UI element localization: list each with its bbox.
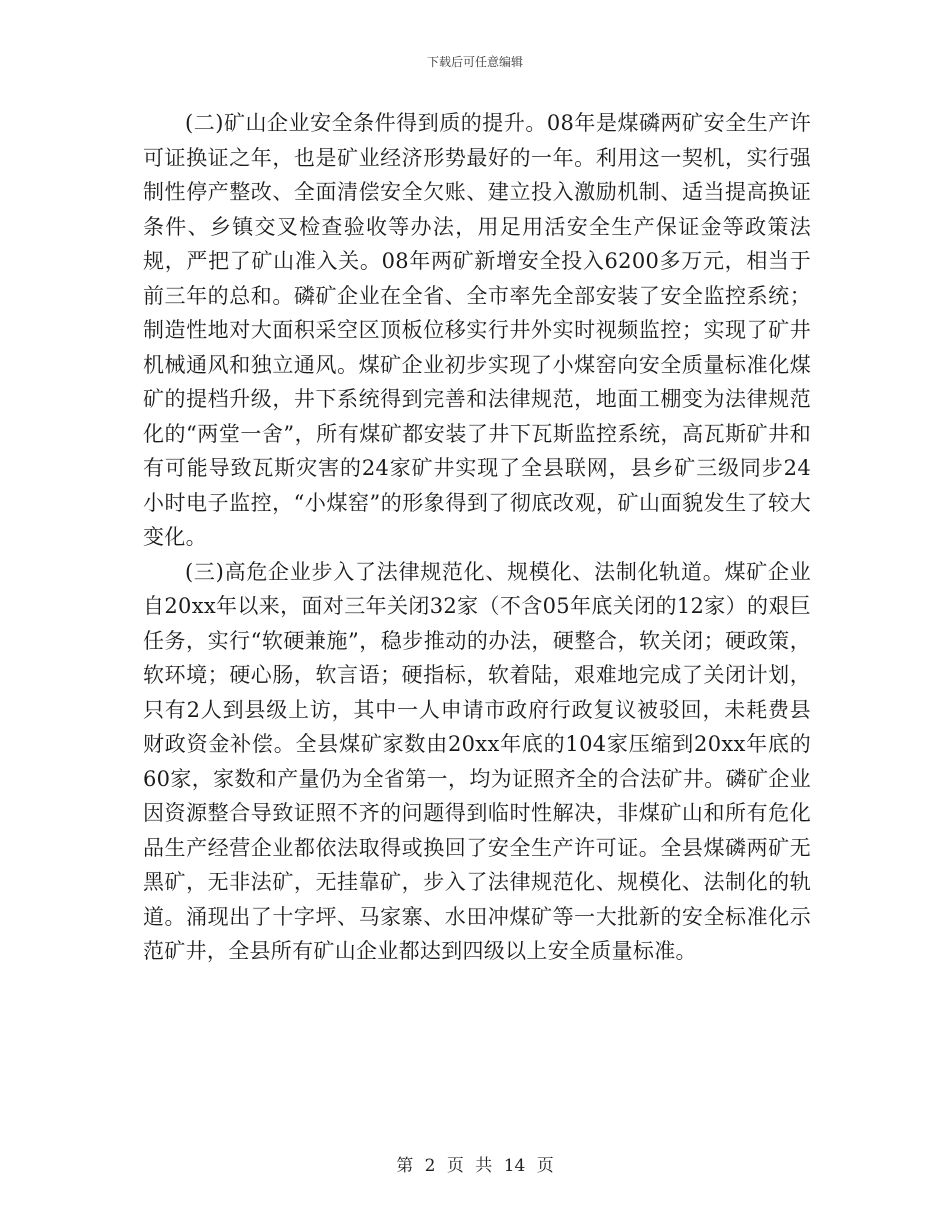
- paragraph-high-risk-enterprises: (三)高危企业步入了法律规范化、规模化、法制化轨道。煤矿企业自20xx年以来，面对三年关闭32家（不含05年底关闭的12家）的艰巨任务，实行“软硬兼施”，稳步推动的办法，硬整合，软关闭；硬政策，软环境；硬心肠，软言语；硬指标，软着陆，艰难地完成了关闭计划，只有2人到县级上访，其中一人申请市政府行政复议被驳回，未耗费县财政资金补偿。全县煤矿家数由20xx年底的104家压缩到20xx年底的60家，家数和产量仍为全省第一，均为证照齐全的合法矿井。磷矿企业因资源整合导致证照不齐的问题得到临时性解决，非煤矿山和所有危化品生产经营企业都依法取得或换回了安全生产许可证。全县煤磷两矿无黑矿，无非法矿，无挂靠矿，步入了法律规范化、规模化、法制化的轨道。涌现出了十字坪、马家寨、水田冲煤矿等一大批新的安全标准化示范矿井，全县所有矿山企业都达到四级以上安全质量标准。: [143, 559, 811, 963]
- page-number-footer: 第 2 页 共 14 页: [396, 1156, 554, 1176]
- document-body: [143, 106, 811, 969]
- page-header: 下载后可任意编辑: [426, 55, 523, 69]
- paragraph-mine-safety-conditions: (二)矿山企业安全条件得到质的提升。08年是煤磷两矿安全生产许可证换证之年，也是矿业经济形势最好的一年。利用这一契机，实行强制性停产整改、全面清偿安全欠账、建立投入激励机制、适当提高换证条件、乡镇交叉检查验收等办法，用足用活安全生产保证金等政策法规，严把了矿山准入关。08年两矿新增安全投入6200多万元，相当于前三年的总和。磷矿企业在全省、全市率先全部安装了安全监控系统；制造性地对大面积采空区顶板位移实行井外实时视频监控；实现了矿井机械通风和独立通风。煤矿企业初步实现了小煤窑向安全质量标准化煤矿的提档升级，井下系统得到完善和法律规范，地面工棚变为法律规范化的“两堂一舍”，所有煤矿都安装了井下瓦斯监控系统，高瓦斯矿井和有可能导致瓦斯灾害的24家矿井实现了全县联网，县乡矿三级同步24小时电子监控，“小煤窑”的形象得到了彻底改观，矿山面貌发生了较大变化。: [143, 111, 811, 549]
